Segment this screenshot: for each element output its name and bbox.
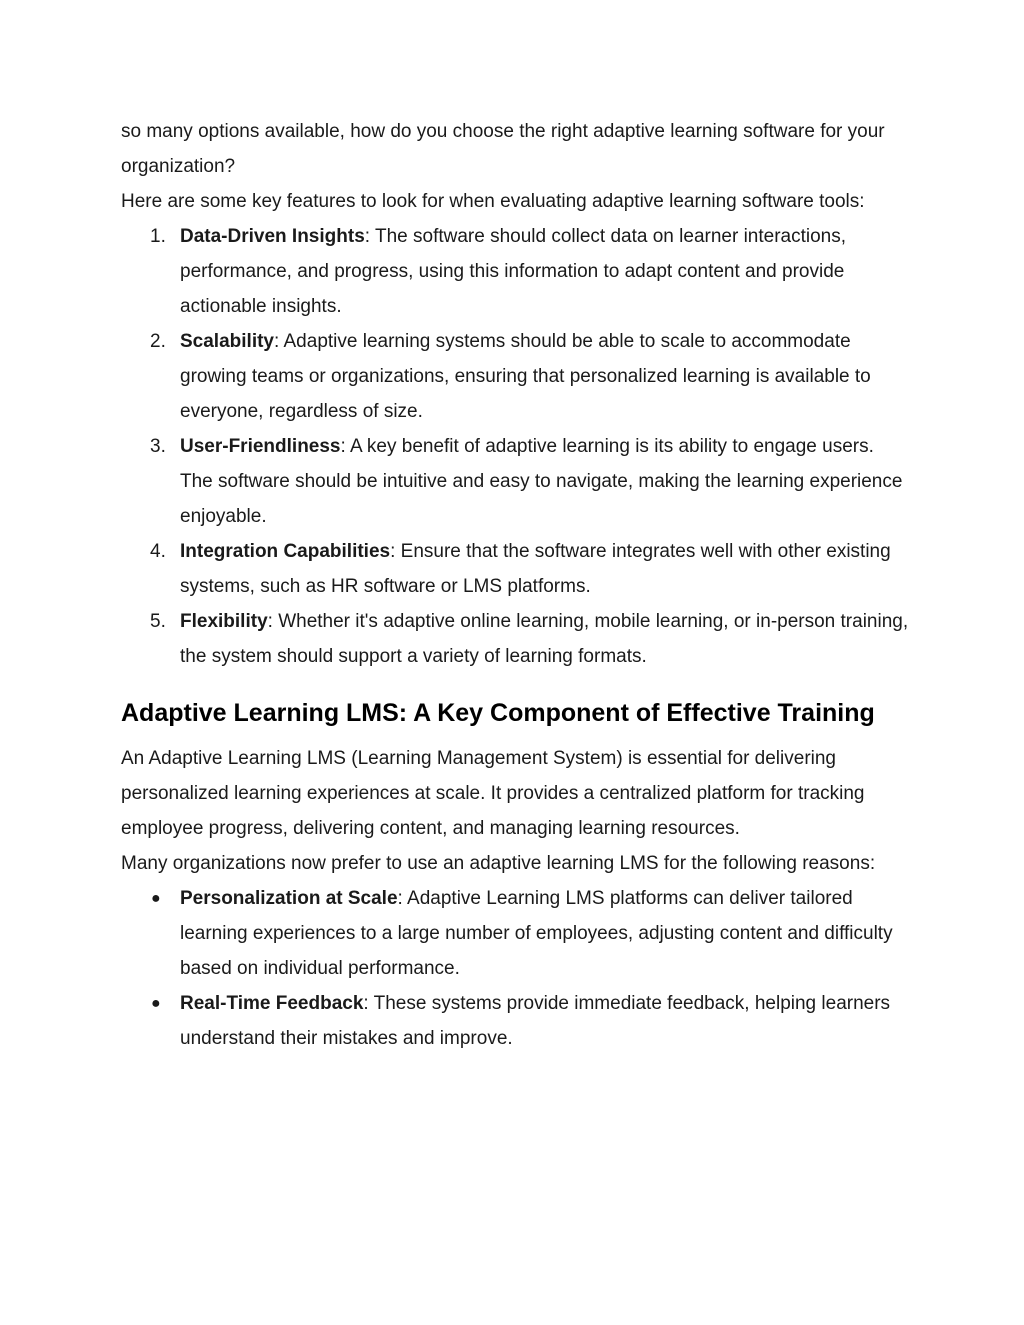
list-number: 2.: [150, 331, 166, 352]
reason-description: : Adaptive Learning LMS platforms can deliver tailored learning experiences to a large number of employees, adjusting content and difficulty based on individual performance.: [180, 888, 893, 979]
bullet-icon: ●: [151, 995, 161, 1012]
feature-description: : Adaptive learning systems should be able to scale to accommodate growing teams or organizations, ensuring that personalized learning is available to everyone, regardless of size.: [180, 331, 871, 422]
section-paragraph-1: An Adaptive Learning LMS (Learning Management System) is essential for delivering personalized learning experiences at scale. It provides a centralized platform for tracking employee progress, delivering content, and managing learning resources.: [121, 748, 865, 839]
list-number: 1.: [150, 226, 166, 247]
list-item: [121, 219, 911, 324]
feature-description: : Ensure that the software integrates well with other existing systems, such as HR software or LMS platforms.: [180, 541, 891, 597]
list-number: 4.: [150, 541, 166, 562]
feature-term: Integration Capabilities: [180, 541, 391, 562]
feature-term: Scalability: [180, 331, 274, 352]
feature-term: Flexibility: [180, 611, 268, 632]
list-number: 5.: [150, 611, 166, 632]
feature-term: User-Friendliness: [180, 436, 341, 457]
intro-paragraph-1: so many options available, how do you choose the right adaptive learning software for your organization?: [121, 121, 885, 177]
feature-description: : Whether it's adaptive online learning, mobile learning, or in-person training, the system should support a variety of learning formats.: [180, 611, 909, 667]
feature-term: Data-Driven Insights: [180, 226, 365, 247]
bullet-icon: ●: [151, 890, 161, 907]
feature-description: : A key benefit of adaptive learning is its ability to engage users. The software should be intuitive and easy to navigate, making the learning experience enjoyable.: [180, 436, 903, 527]
list-number: 3.: [150, 436, 166, 457]
list-item: [121, 604, 911, 674]
list-item: [121, 324, 911, 429]
reason-term: Personalization at Scale: [180, 888, 398, 909]
list-item: [121, 986, 911, 1056]
reason-term: Real-Time Feedback: [180, 993, 364, 1014]
reason-description: : These systems provide immediate feedback, helping learners understand their mistakes and improve.: [180, 993, 891, 1049]
section-paragraph-2: Many organizations now prefer to use an adaptive learning LMS for the following reasons:: [121, 853, 876, 874]
section-heading: Adaptive Learning LMS: A Key Component of Effective Training: [121, 699, 875, 727]
feature-description: : The software should collect data on learner interactions, performance, and progress, using this information to adapt content and provide actionable insights.: [180, 226, 847, 317]
intro-paragraph-2: Here are some key features to look for when evaluating adaptive learning software tools:: [121, 191, 865, 212]
list-item: [121, 881, 911, 986]
list-item: [121, 534, 911, 604]
reasons-list: [121, 881, 911, 1056]
feature-list: [121, 219, 911, 674]
document-page: [121, 114, 911, 1056]
list-item: [121, 429, 911, 534]
